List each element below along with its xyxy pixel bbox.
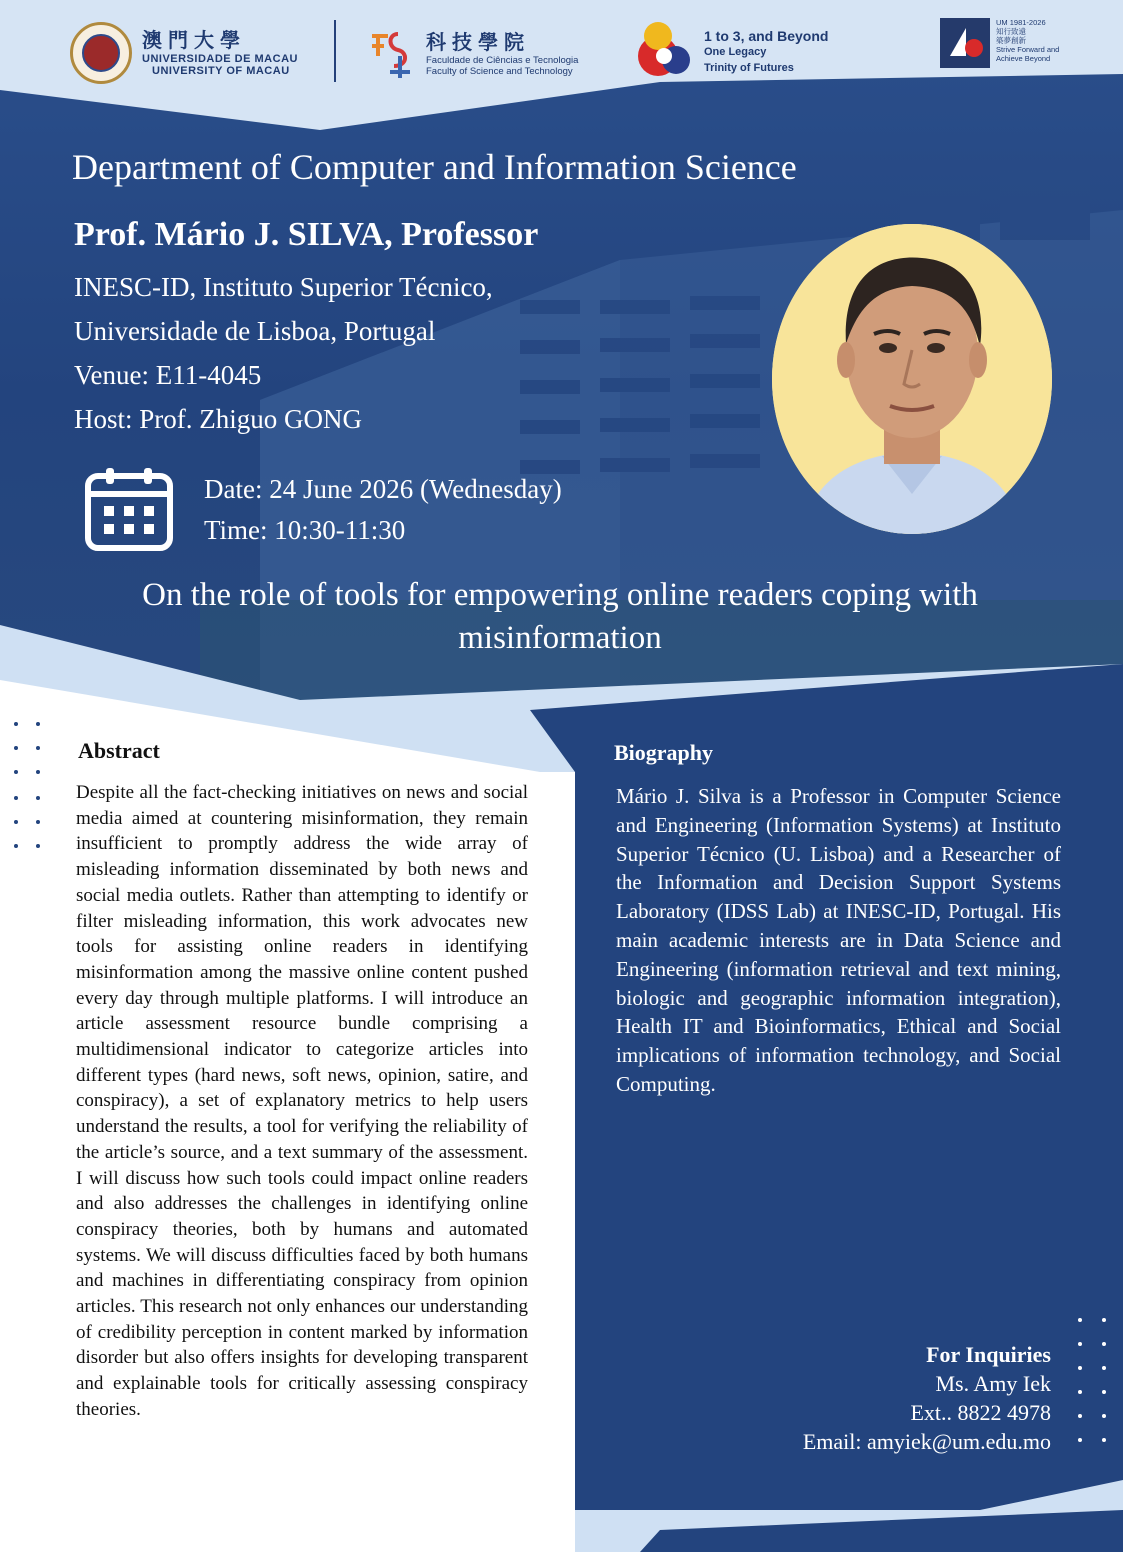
fst-name-chinese: 科技學院 [426,30,530,54]
talk-title [60,574,1060,660]
um-name-chinese: 澳門大學 [142,28,246,52]
fst-name-portuguese: Faculdade de Ciências e Tecnologia [426,55,579,66]
event-time: Time: 10:30-11:30 [204,515,406,545]
host: Host: Prof. Zhiguo GONG [74,404,362,434]
anniv-line-2: 知行致遠 [996,27,1026,36]
inquiries-heading: For Inquiries [926,1342,1051,1367]
fst-name-english: Faculty of Science and Technology [426,66,573,77]
department-title: Department of Computer and Information Science [72,147,797,187]
anniv-line-4: Strive Forward and [996,45,1060,54]
um-name-english: UNIVERSITY OF MACAU [152,65,290,77]
abstract-heading: Abstract [78,738,160,763]
talk-title-line-1: On the role of tools for empowering online readers coping with [142,577,978,613]
um-name-block [142,24,298,77]
anniv-line-5: Achieve Beyond [996,54,1051,63]
speaker-photo [772,224,1052,534]
abstract-text: Despite all the fact-checking initiatives on news and social media aimed at countering misinformation, they remain insufficient to promptly address the wide array of misleading information disseminated by both news and social media outlets. Rather than attempting to identify or filter misleading information, this work advocates new tools for assisting online readers in identifying misinformation among the massive online content pushed every day through multiple platforms. I will introduce an article assessment resource bundle comprising a multidimensional indicator to categorize articles into different types (hard news, soft news, opinion, satire, and conspiracy), a set of explanatory metrics to help users understand the results, a tool for verifying the reliability of the article’s source, and a text summary of the assessment. I will discuss how such tools could impact online readers and also addresses the challenges in identifying online conspiracy theories, both by humans and automated systems. We will discuss difficulties faced by both humans and machines in differentiating conspiracy from opinion articles. This research not only enhances our understanding of credibility perception in content marked by information disorder but also offers insights for developing transparent and explainable tools for critically assessing conspiracy theories. [76,782,528,1420]
legacy-text-block [704,28,828,76]
header-divider [334,20,336,82]
um-seal-logo [70,22,132,84]
inquiries-ext: Ext.. 8822 4978 [910,1400,1051,1425]
inquiries-email[interactable]: Email: amyiek@um.edu.mo [802,1429,1051,1454]
anniv-line-1: UM 1981-2026 [996,18,1046,27]
um-name-portuguese: UNIVERSIDADE DE MACAU [142,53,298,65]
biography-text: Mário J. Silva is a Professor in Computer Science and Engineering (Information Systems) at Instituto Superior Técnico (U. Lisboa) and a Researcher of the Information and Decision Support Systems Laboratory (IDSS Lab) at INESC-ID, Portugal. His main academic interests are in Data Science and Engineering (information retrieval and text mining, biologic and geographic information integration), Health IT and Bioinformatics, Ethical and Social implications of information technology, and Social Computing. [616,784,1061,1096]
legacy-line-1: 1 to 3, and Beyond [704,28,829,44]
inquiries-name: Ms. Amy Iek [935,1371,1051,1396]
biography-heading: Biography [614,740,714,765]
anniversary-text-block [996,18,1059,63]
fst-name-block [426,26,578,77]
affiliation-line-1: INESC-ID, Instituto Superior Técnico, [74,272,493,302]
inquiries-block [803,1340,1051,1456]
speaker-name: Prof. Mário J. SILVA, Professor [74,216,539,253]
anniversary-logo [940,18,990,68]
event-date: Date: 24 June 2026 (Wednesday) [204,474,562,504]
fst-logo [368,28,412,78]
legacy-logo [628,16,698,86]
affiliation-line-2: Universidade de Lisboa, Portugal [74,316,436,346]
anniv-line-3: 築夢創新 [996,36,1026,45]
legacy-line-2: One Legacy [704,46,767,58]
talk-title-line-2: misinformation [458,620,662,656]
calendar-icon [84,466,174,552]
venue: Venue: E11-4045 [74,360,262,390]
header-logos [0,0,1123,92]
legacy-line-3: Trinity of Futures [704,62,794,74]
